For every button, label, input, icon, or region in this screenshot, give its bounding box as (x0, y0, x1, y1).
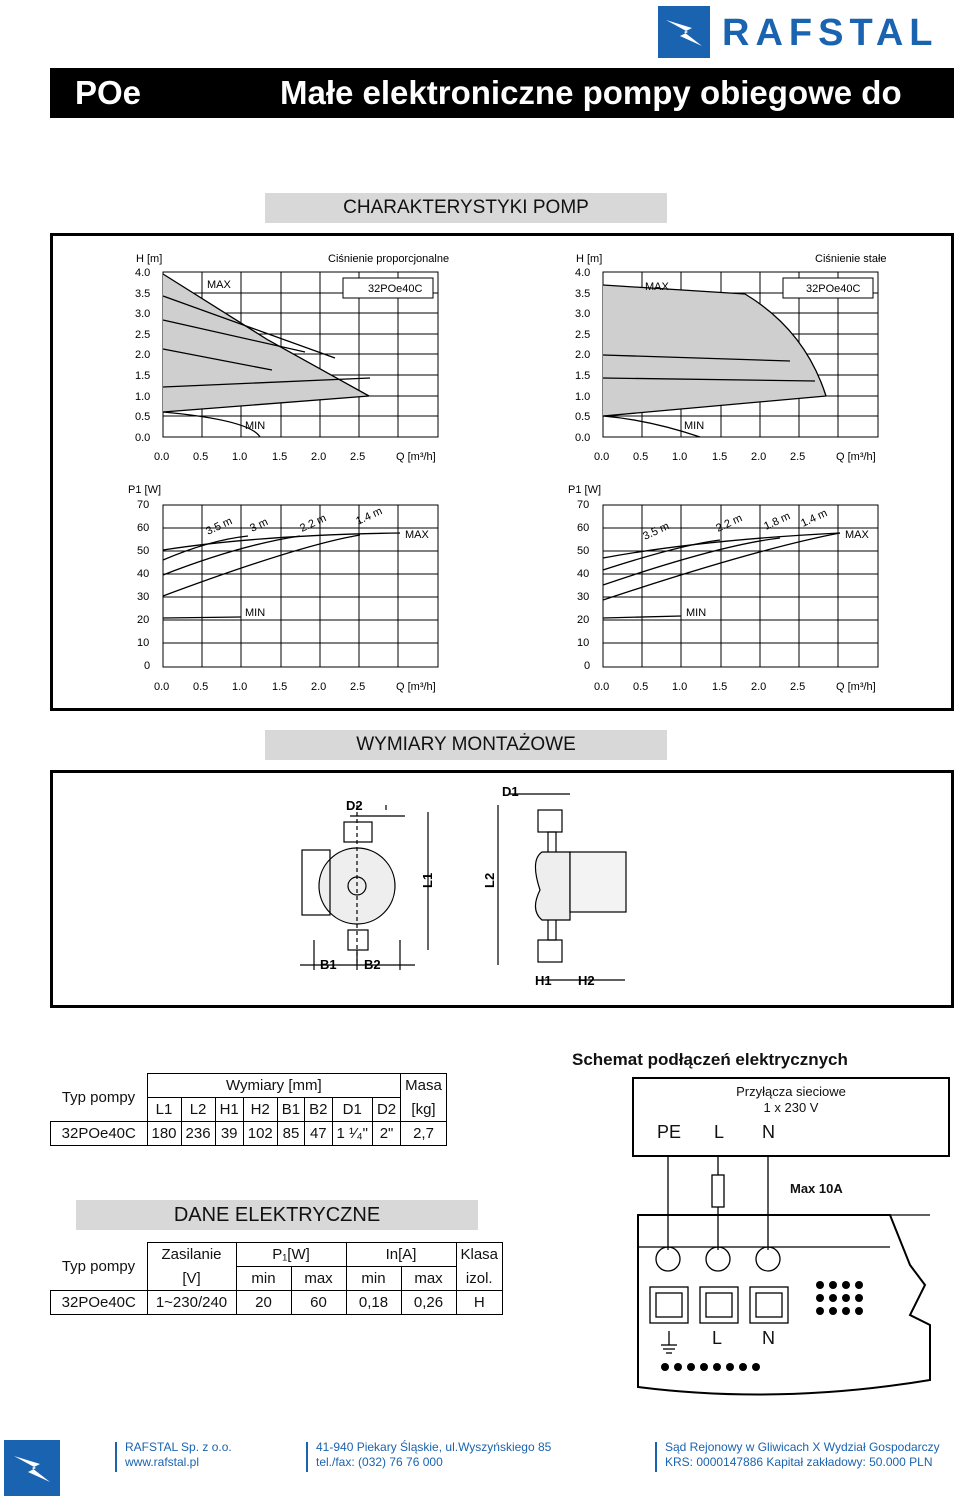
dim-label-b1: B1 (320, 957, 337, 972)
chart-rb-yticks (577, 499, 590, 672)
dim-label-d2: D2 (346, 798, 363, 813)
svg-text:1.5: 1.5 (712, 681, 728, 693)
footer-registry (665, 1440, 940, 1470)
elec-cell: 1~230/240 (147, 1291, 236, 1315)
svg-text:2.5: 2.5 (350, 451, 366, 463)
svg-text:0.5: 0.5 (575, 411, 591, 423)
curve-lb-2: 3 m (248, 516, 270, 535)
dim-label-b2: B2 (364, 957, 381, 972)
dim-cell: 2" (372, 1122, 400, 1146)
elec-cell: 60 (291, 1291, 346, 1315)
svg-text:2.5: 2.5 (135, 329, 151, 341)
elec-supply-header: Zasilanie (147, 1243, 236, 1267)
svg-text:1.0: 1.0 (672, 681, 688, 693)
curve-rb-3: 1.8 m (762, 510, 793, 533)
dim-cell: 236 (181, 1122, 215, 1146)
svg-text:0: 0 (144, 660, 151, 672)
footer-company-name: RAFSTAL Sp. z o.o. (125, 1440, 232, 1454)
chart-rt-mode: Ciśnienie stałe (815, 253, 887, 265)
svg-text:0.5: 0.5 (633, 681, 649, 693)
chart-rt-ylabel: H [m] (576, 253, 603, 265)
chart-lt-mode: Ciśnienie proporcjonalne (328, 253, 450, 265)
elec-row-type: 32POe40C (51, 1291, 148, 1315)
dim-col-b1: B1 (277, 1098, 304, 1122)
chart-lt-xticks (154, 451, 436, 463)
curve-lb-3: 2.2 m (298, 512, 329, 535)
svg-text:1.5: 1.5 (712, 451, 728, 463)
svg-text:4.0: 4.0 (135, 267, 151, 279)
chart-rt-model: 32POe40C (806, 283, 861, 295)
elec-cell: H (456, 1291, 503, 1315)
elec-p-max: max (291, 1267, 346, 1291)
dim-label-l1: L1 (420, 872, 435, 888)
svg-text:10: 10 (577, 637, 590, 649)
svg-text:3.5: 3.5 (135, 288, 151, 300)
elec-i-max: max (401, 1267, 456, 1291)
svg-text:1.0: 1.0 (135, 391, 151, 403)
chart-rt-min: MIN (684, 420, 705, 432)
pump-dimension-drawing (280, 780, 680, 1000)
chart-lb-ylabel: P1 [W] (128, 484, 162, 496)
elec-cell: 0,18 (346, 1291, 401, 1315)
chart-lt-min: MIN (245, 420, 266, 432)
chart-lb-yticks (137, 499, 150, 672)
svg-text:0.0: 0.0 (594, 681, 610, 693)
dim-col-b2: B2 (305, 1098, 332, 1122)
svg-text:1.0: 1.0 (575, 391, 591, 403)
elec-p-min: min (236, 1267, 291, 1291)
table-row (51, 1122, 447, 1146)
footer-court: Sąd Rejonowy w Gliwicach X Wydział Gospodarczy (665, 1440, 940, 1454)
curve-rb-1: 3.5 m (641, 520, 672, 543)
dim-col-l2: L2 (181, 1098, 215, 1122)
chart-rb-ylabel: P1 [W] (568, 484, 602, 496)
svg-text:0.0: 0.0 (154, 681, 170, 693)
svg-text:1.5: 1.5 (272, 451, 288, 463)
svg-text:2.0: 2.0 (575, 349, 591, 361)
svg-text:1.5: 1.5 (135, 370, 151, 382)
svg-text:Q [m³/h]: Q [m³/h] (836, 451, 876, 463)
svg-text:2.0: 2.0 (311, 451, 327, 463)
svg-text:30: 30 (577, 591, 590, 603)
wiring-fuse-label: Max 10A (790, 1181, 843, 1196)
elec-class-header: Klasa (456, 1243, 503, 1267)
elec-i-min: min (346, 1267, 401, 1291)
dim-group-header: Wymiary [mm] (147, 1074, 401, 1098)
wiring-heading: Schemat podłączeń elektrycznych (572, 1050, 848, 1069)
footer-phone: tel./fax: (032) 76 76 000 (316, 1455, 443, 1469)
svg-text:60: 60 (137, 522, 150, 534)
dim-col-h2: H2 (243, 1098, 277, 1122)
dim-cell: 180 (147, 1122, 181, 1146)
svg-text:20: 20 (577, 614, 590, 626)
wiring-term-l: L (712, 1328, 723, 1348)
elec-in-header: In[A] (346, 1243, 456, 1267)
svg-text:2.0: 2.0 (135, 349, 151, 361)
footer-website-link[interactable]: www.rafstal.pl (125, 1455, 200, 1469)
wiring-l: L (714, 1122, 725, 1142)
dim-mass-cell: 2,7 (401, 1122, 447, 1146)
dim-col-h1: H1 (215, 1098, 243, 1122)
chart-rb-max: MAX (845, 529, 869, 541)
svg-text:1.0: 1.0 (232, 451, 248, 463)
svg-text:2.5: 2.5 (790, 451, 806, 463)
elec-cell: 20 (236, 1291, 291, 1315)
chart-left-bottom (128, 484, 438, 693)
elec-supply-unit: [V] (147, 1267, 236, 1291)
dim-cell: 47 (305, 1122, 332, 1146)
elec-p1-header: P₁[W] (236, 1243, 346, 1267)
chart-rt-max: MAX (645, 281, 669, 293)
svg-text:0.5: 0.5 (193, 451, 209, 463)
svg-text:30: 30 (137, 591, 150, 603)
dim-cell: 102 (243, 1122, 277, 1146)
dimensions-heading: WYMIARY MONTAŻOWE (265, 730, 667, 760)
svg-text:0.0: 0.0 (135, 432, 151, 444)
svg-text:2.5: 2.5 (575, 329, 591, 341)
chart-lt-yticks (135, 267, 150, 444)
wiring-n: N (762, 1122, 775, 1142)
dimensions-table (50, 1073, 447, 1146)
svg-text:2.0: 2.0 (751, 681, 767, 693)
dim-label-h1: H1 (535, 973, 552, 988)
chart-rt-xticks (594, 451, 876, 463)
curve-lb-1: 3.5 m (204, 515, 235, 538)
wiring-term-n: N (762, 1328, 775, 1348)
svg-text:2.5: 2.5 (790, 681, 806, 693)
dim-col-d2: D2 (372, 1098, 400, 1122)
svg-text:0.5: 0.5 (135, 411, 151, 423)
dim-col-l1: L1 (147, 1098, 181, 1122)
dim-cell: 1 ¹⁄₄" (332, 1122, 372, 1146)
chart-left-top (135, 253, 449, 463)
svg-text:Q [m³/h]: Q [m³/h] (836, 681, 876, 693)
svg-text:10: 10 (137, 637, 150, 649)
terminal-dots (661, 1281, 863, 1371)
dim-col-d1: D1 (332, 1098, 372, 1122)
dim-mass-unit: [kg] (401, 1098, 447, 1122)
svg-text:0.0: 0.0 (575, 432, 591, 444)
footer-krs: KRS: 0000147886 Kapitał zakładowy: 50.000 PLN (665, 1455, 933, 1469)
svg-text:70: 70 (577, 499, 590, 511)
brand-name: RAFSTAL (722, 12, 939, 54)
dim-mass-header: Masa (401, 1074, 447, 1098)
curve-rb-4: 1.4 m (799, 507, 830, 530)
svg-text:1.5: 1.5 (272, 681, 288, 693)
svg-text:0.0: 0.0 (154, 451, 170, 463)
svg-text:1.0: 1.0 (232, 681, 248, 693)
svg-text:3.0: 3.0 (135, 308, 151, 320)
chart-lt-ylabel: H [m] (136, 253, 163, 265)
chart-lb-xticks (154, 681, 436, 693)
page-title: Małe elektroniczne pompy obiegowe do c.o. (280, 74, 902, 149)
characteristics-heading: CHARAKTERYSTYKI POMP (265, 193, 667, 223)
dim-type-header: Typ pompy (61, 1088, 136, 1106)
svg-text:70: 70 (137, 499, 150, 511)
svg-text:2.0: 2.0 (311, 681, 327, 693)
wiring-conn-voltage: 1 x 230 V (763, 1100, 819, 1115)
electrical-table (50, 1242, 503, 1315)
footer-logo-icon (4, 1440, 60, 1496)
curve-rb-2: 2.2 m (714, 512, 745, 535)
svg-text:2.0: 2.0 (751, 451, 767, 463)
svg-text:0.5: 0.5 (193, 681, 209, 693)
elec-class-unit: izol. (456, 1267, 503, 1291)
elec-type-header: Typ pompy (61, 1257, 136, 1275)
svg-text:Q [m³/h]: Q [m³/h] (396, 681, 436, 693)
chart-lb-max: MAX (405, 529, 429, 541)
wiring-diagram (630, 1155, 955, 1400)
wiring-conn-label: Przyłącza sieciowe (736, 1084, 846, 1099)
chart-right-top (575, 253, 887, 463)
svg-text:4.0: 4.0 (575, 267, 591, 279)
footer-address-line: 41-940 Piekary Śląskie, ul.Wyszyńskiego 85 (316, 1440, 552, 1454)
svg-text:3.5: 3.5 (575, 288, 591, 300)
wiring-pe: PE (657, 1122, 682, 1142)
table-row (51, 1291, 503, 1315)
electrical-heading: DANE ELEKTRYCZNE (76, 1200, 478, 1230)
series-code: POe (75, 74, 142, 111)
svg-text:1.5: 1.5 (575, 370, 591, 382)
svg-text:50: 50 (577, 545, 590, 557)
svg-text:60: 60 (577, 522, 590, 534)
svg-text:1.0: 1.0 (672, 451, 688, 463)
svg-text:0.5: 0.5 (633, 451, 649, 463)
curve-lb-4: 1.4 m (354, 505, 385, 528)
svg-text:40: 40 (137, 568, 150, 580)
svg-text:Q [m³/h]: Q [m³/h] (396, 451, 436, 463)
svg-text:20: 20 (137, 614, 150, 626)
svg-text:2.5: 2.5 (350, 681, 366, 693)
dim-row-type: 32POe40C (51, 1122, 148, 1146)
dim-cell: 39 (215, 1122, 243, 1146)
footer-address (316, 1440, 551, 1470)
chart-rt-yticks (575, 267, 590, 444)
dim-label-d1: D1 (502, 784, 519, 799)
dim-label-l2: L2 (482, 872, 497, 888)
svg-text:0: 0 (584, 660, 591, 672)
svg-text:40: 40 (577, 568, 590, 580)
footer-company (125, 1440, 232, 1470)
chart-right-bottom (568, 484, 878, 693)
chart-lt-model: 32POe40C (368, 283, 423, 295)
chart-lt-max: MAX (207, 279, 231, 291)
svg-text:50: 50 (137, 545, 150, 557)
svg-text:0.0: 0.0 (594, 451, 610, 463)
chart-rb-xticks (594, 681, 876, 693)
chart-rb-min: MIN (686, 607, 707, 619)
dim-cell: 85 (277, 1122, 304, 1146)
dim-label-h2: H2 (578, 973, 595, 988)
svg-text:3.0: 3.0 (575, 308, 591, 320)
chart-lb-min: MIN (245, 607, 266, 619)
elec-cell: 0,26 (401, 1291, 456, 1315)
pump-charts (0, 0, 960, 720)
